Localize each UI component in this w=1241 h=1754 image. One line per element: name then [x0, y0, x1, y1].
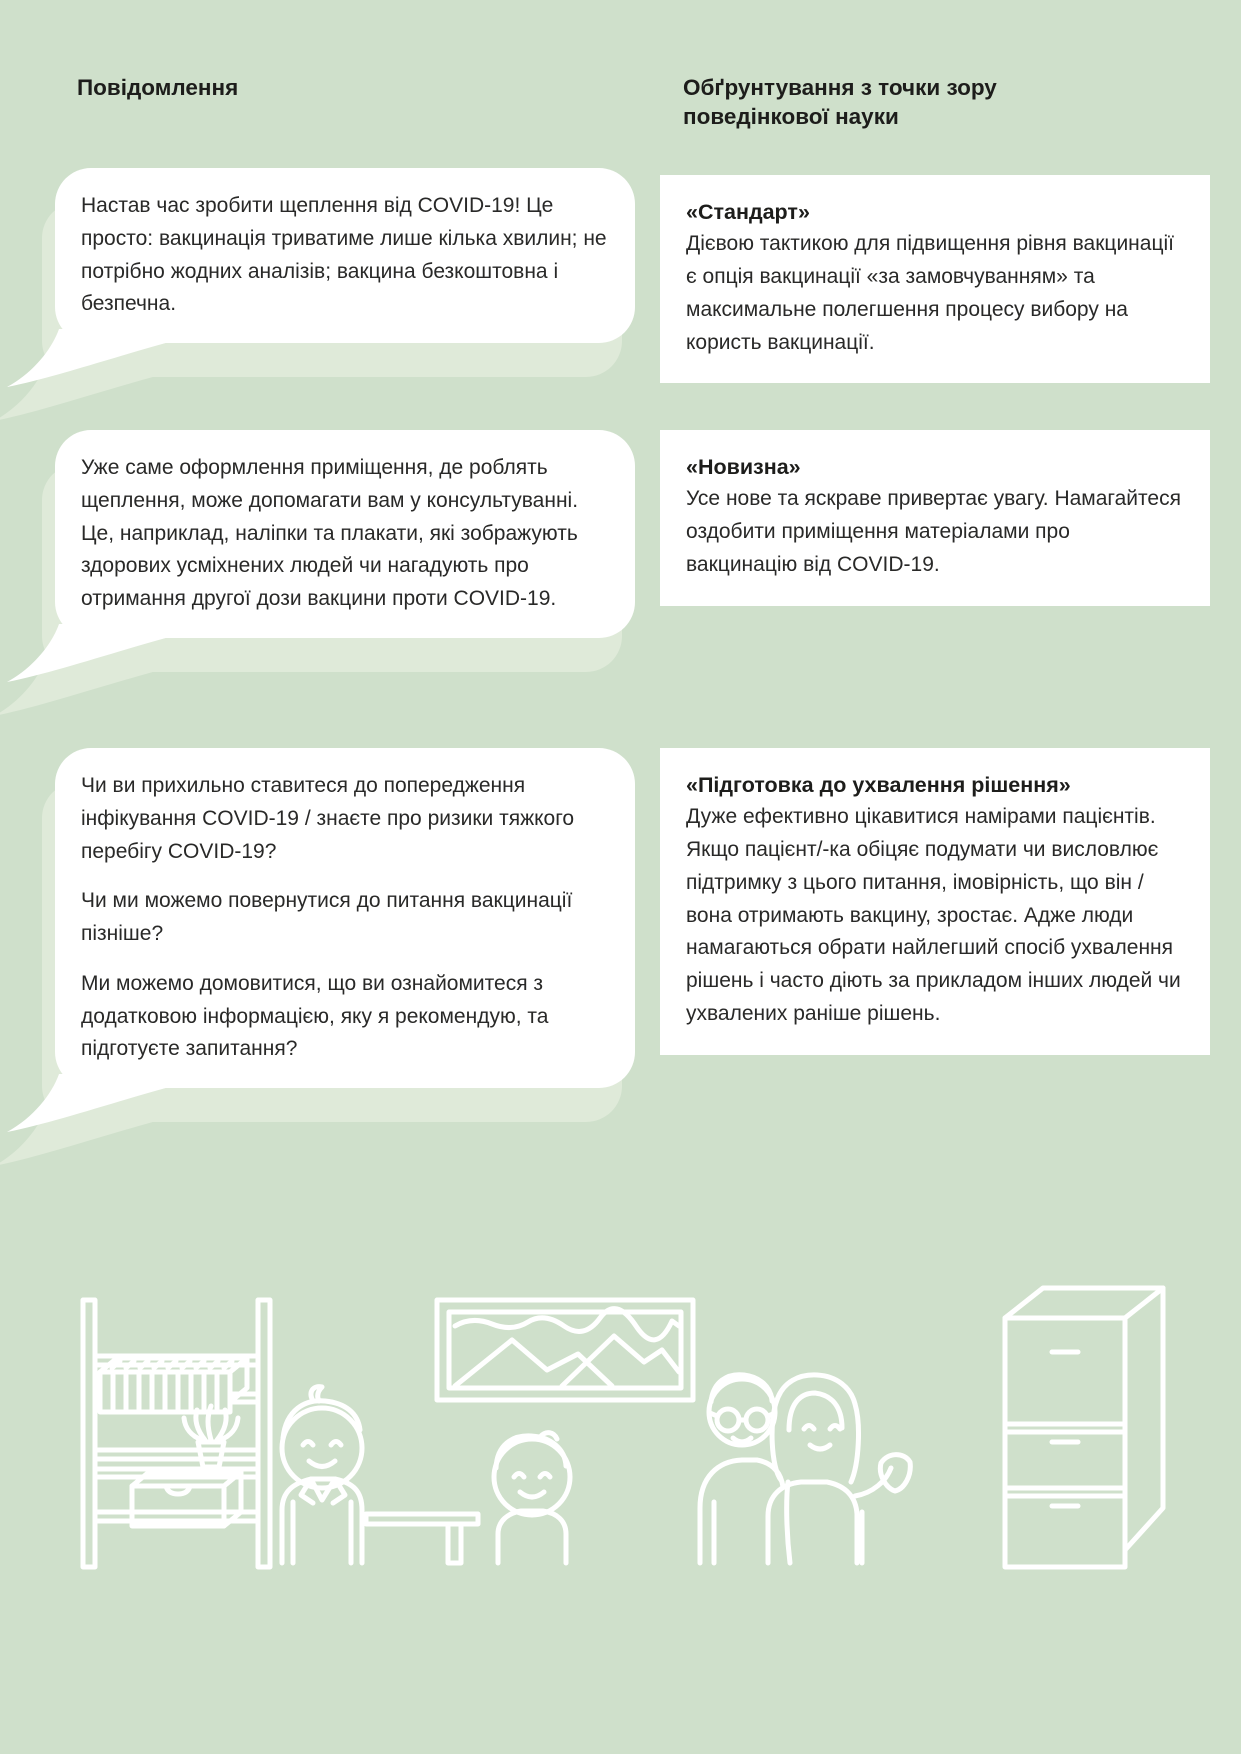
- column-header-messages: Повідомлення: [77, 75, 239, 100]
- rationale-text: Дуже ефективно цікавитися намірами пацієнтів. Якщо пацієнт/-ка обіцяє подумати чи висловлює підтримку з цього питання, імовірність, що він / вона отримають вакцину, зростає. Адже люди намагаються обрати найлегший спосіб ухвалення рішень і часто діють за прикладом інших людей чи ухвалених раніше рішень.: [686, 805, 1181, 1025]
- message-bubble-3: [55, 748, 635, 1088]
- rationale-box-1: [660, 175, 1210, 383]
- storage-box-icon: [132, 1472, 241, 1526]
- column-header-rationale: Обґрунтування з точки зору поведінкової науки: [683, 75, 997, 130]
- bubble-tail: [7, 1074, 177, 1136]
- child-icon: [494, 1433, 570, 1563]
- message-text: Чи ми можемо повернутися до питання вакцинації пізніше?: [81, 889, 573, 945]
- message-text: Настав час зробити щеплення від COVID-19! Це просто: вакцинація триватиме лише кілька хвилин; не потрібно жодних аналізів; вакцина безкоштовна і безпечна.: [81, 194, 607, 316]
- rationale-text: Усе нове та яскраве привертає увагу. Намагайтеся оздобити приміщення матеріалами про вакцинацію від COVID-19.: [686, 487, 1181, 576]
- message-bubble-2: [55, 430, 635, 638]
- message-text: Ми можемо домовитися, що ви ознайомитеся з додатковою інформацією, яку я рекомендую, та підготуєте запитання?: [81, 971, 549, 1061]
- rationale-title: «Новизна»: [686, 455, 801, 479]
- message-text: Уже саме оформлення приміщення, де роблять щеплення, може допомагати вам у консультуванні. Це, наприклад, наліпки та плакати, які зображують здорових усміхнених людей чи нагадують про отримання другої дози вакцини проти COVID-19.: [81, 456, 579, 610]
- bookshelf-icon: [83, 1300, 270, 1567]
- clinic-room-illustration: [0, 1230, 1241, 1650]
- message-text: Чи ви прихильно ставитеся до попередження інфікування COVID-19 / знаєте про ризики тяжкого перебігу COVID-19?: [81, 774, 575, 863]
- rationale-title: «Підготовка до ухвалення рішення»: [686, 773, 1071, 797]
- message-bubble-1: [55, 168, 635, 343]
- rationale-box-2: [660, 430, 1210, 606]
- rationale-text: Дієвою тактикою для підвищення рівня вакцинації є опція вакцинації «за замовчуванням» та максимальне полегшення процесу вибору на користь вакцинації.: [686, 232, 1174, 354]
- speech-bubble: [55, 748, 635, 1088]
- filing-cabinet-icon: [1005, 1288, 1163, 1567]
- doctor-icon: [282, 1387, 362, 1563]
- mountain-picture-icon: [437, 1300, 693, 1400]
- bubble-tail: [7, 329, 177, 391]
- bubble-tail: [7, 624, 177, 686]
- rationale-title: «Стандарт»: [686, 200, 810, 224]
- rationale-box-3: [660, 748, 1210, 1055]
- speech-bubble: [55, 168, 635, 343]
- speech-bubble: [55, 430, 635, 638]
- couple-icon: [700, 1375, 910, 1563]
- bench-icon: [366, 1514, 478, 1563]
